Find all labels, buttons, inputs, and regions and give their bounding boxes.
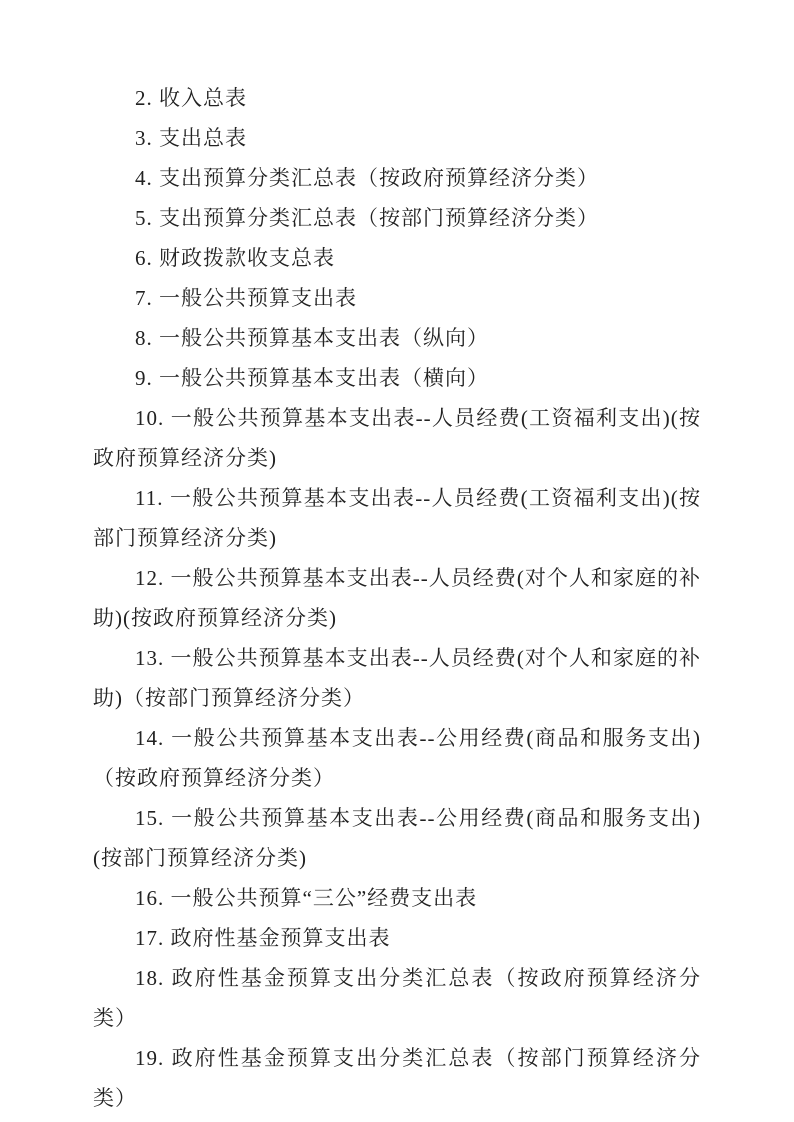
list-item: 12. 一般公共预算基本支出表--人员经费(对个人和家庭的补助)(按政府预算经济分类) [93,566,701,630]
list-item: 13. 一般公共预算基本支出表--人员经费(对个人和家庭的补助)（按部门预算经济分类） [93,646,701,710]
list-item: 2. 收入总表 [135,86,247,110]
list-item: 7. 一般公共预算支出表 [135,286,357,310]
list-item: 16. 一般公共预算“三公”经费支出表 [135,886,478,910]
list-item: 4. 支出预算分类汇总表（按政府预算经济分类） [135,166,599,190]
list-item: 10. 一般公共预算基本支出表--人员经费(工资福利支出)(按政府预算经济分类) [93,406,701,470]
list-item: 5. 支出预算分类汇总表（按部门预算经济分类） [135,206,599,230]
list-item: 6. 财政拨款收支总表 [135,246,335,270]
list-item: 15. 一般公共预算基本支出表--公用经费(商品和服务支出)(按部门预算经济分类) [93,806,701,870]
list-item: 14. 一般公共预算基本支出表--公用经费(商品和服务支出)（按政府预算经济分类） [93,726,701,790]
list-item: 19. 政府性基金预算支出分类汇总表（按部门预算经济分类） [93,1046,701,1110]
list-item: 18. 政府性基金预算支出分类汇总表（按政府预算经济分类） [93,966,701,1030]
list-item: 9. 一般公共预算基本支出表（横向） [135,366,489,390]
list-item: 3. 支出总表 [135,126,247,150]
list-item: 17. 政府性基金预算支出表 [135,926,391,950]
table-list [93,78,701,1118]
list-item: 11. 一般公共预算基本支出表--人员经费(工资福利支出)(按部门预算经济分类) [93,486,701,550]
list-item: 8. 一般公共预算基本支出表（纵向） [135,326,489,350]
